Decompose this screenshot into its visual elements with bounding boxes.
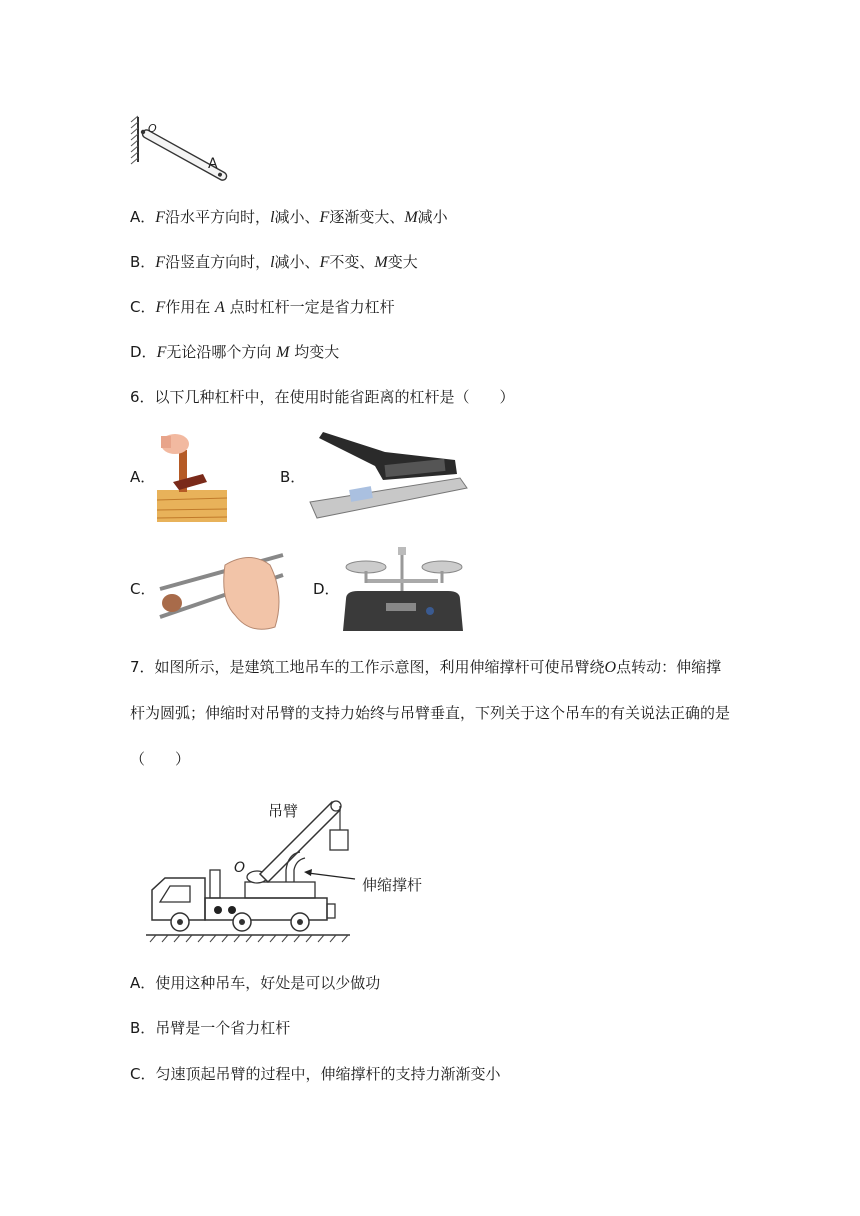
- q6-option-d-label: D．: [313, 580, 340, 598]
- chopsticks-picture: [155, 545, 290, 635]
- lever-pivot-label: O: [148, 122, 157, 135]
- q7-stem-line-2: 杆为圆弧；伸缩时对吊臂的支持力始终与吊臂垂直，下列关于这个吊车的有关说法正确的是: [130, 704, 731, 722]
- q7-option-c: C．匀速顶起吊臂的过程中，伸缩撑杆的支持力渐渐变小: [130, 1065, 501, 1083]
- q6-stem: 6．以下几种杠杆中，在使用时能省距离的杠杆是（ ）: [130, 388, 515, 406]
- q7-stem-line-3: （ ）: [130, 750, 191, 768]
- crane-pivot-label: O: [234, 860, 246, 876]
- q5-option-d: D．F无论沿哪个方向 M 均变大: [130, 343, 340, 361]
- q7-stem-line-1: 7．如图所示，是建筑工地吊车的工作示意图，利用伸缩撑杆可使吊臂绕O点转动：伸缩撑: [130, 658, 722, 676]
- q7-option-b: B．吊臂是一个省力杠杆: [130, 1019, 291, 1037]
- q5-option-c: C．F作用在 A 点时杠杆一定是省力杠杆: [130, 298, 395, 316]
- q6-option-c-label: C．: [130, 580, 156, 598]
- hammer-picture: [155, 430, 230, 525]
- lever-point-a-label: A: [208, 156, 218, 172]
- stapler-picture: [305, 430, 470, 522]
- q5-option-a: A．F沿水平方向时，l减小、F逐渐变大、M减小: [130, 208, 448, 226]
- crane-diagram: [140, 790, 440, 945]
- balance-scale-picture: [338, 543, 468, 635]
- q6-option-b-label: B．: [280, 468, 306, 486]
- lever-diagram: [128, 112, 238, 192]
- crane-arm-label: 吊臂: [268, 802, 299, 820]
- q5-option-b: B．F沿竖直方向时，l减小、F不变、M变大: [130, 253, 418, 271]
- q7-option-a: A．使用这种吊车，好处是可以少做功: [130, 974, 381, 992]
- crane-strut-label: 伸缩撑杆: [362, 876, 423, 894]
- q6-option-a-label: A．: [130, 468, 156, 486]
